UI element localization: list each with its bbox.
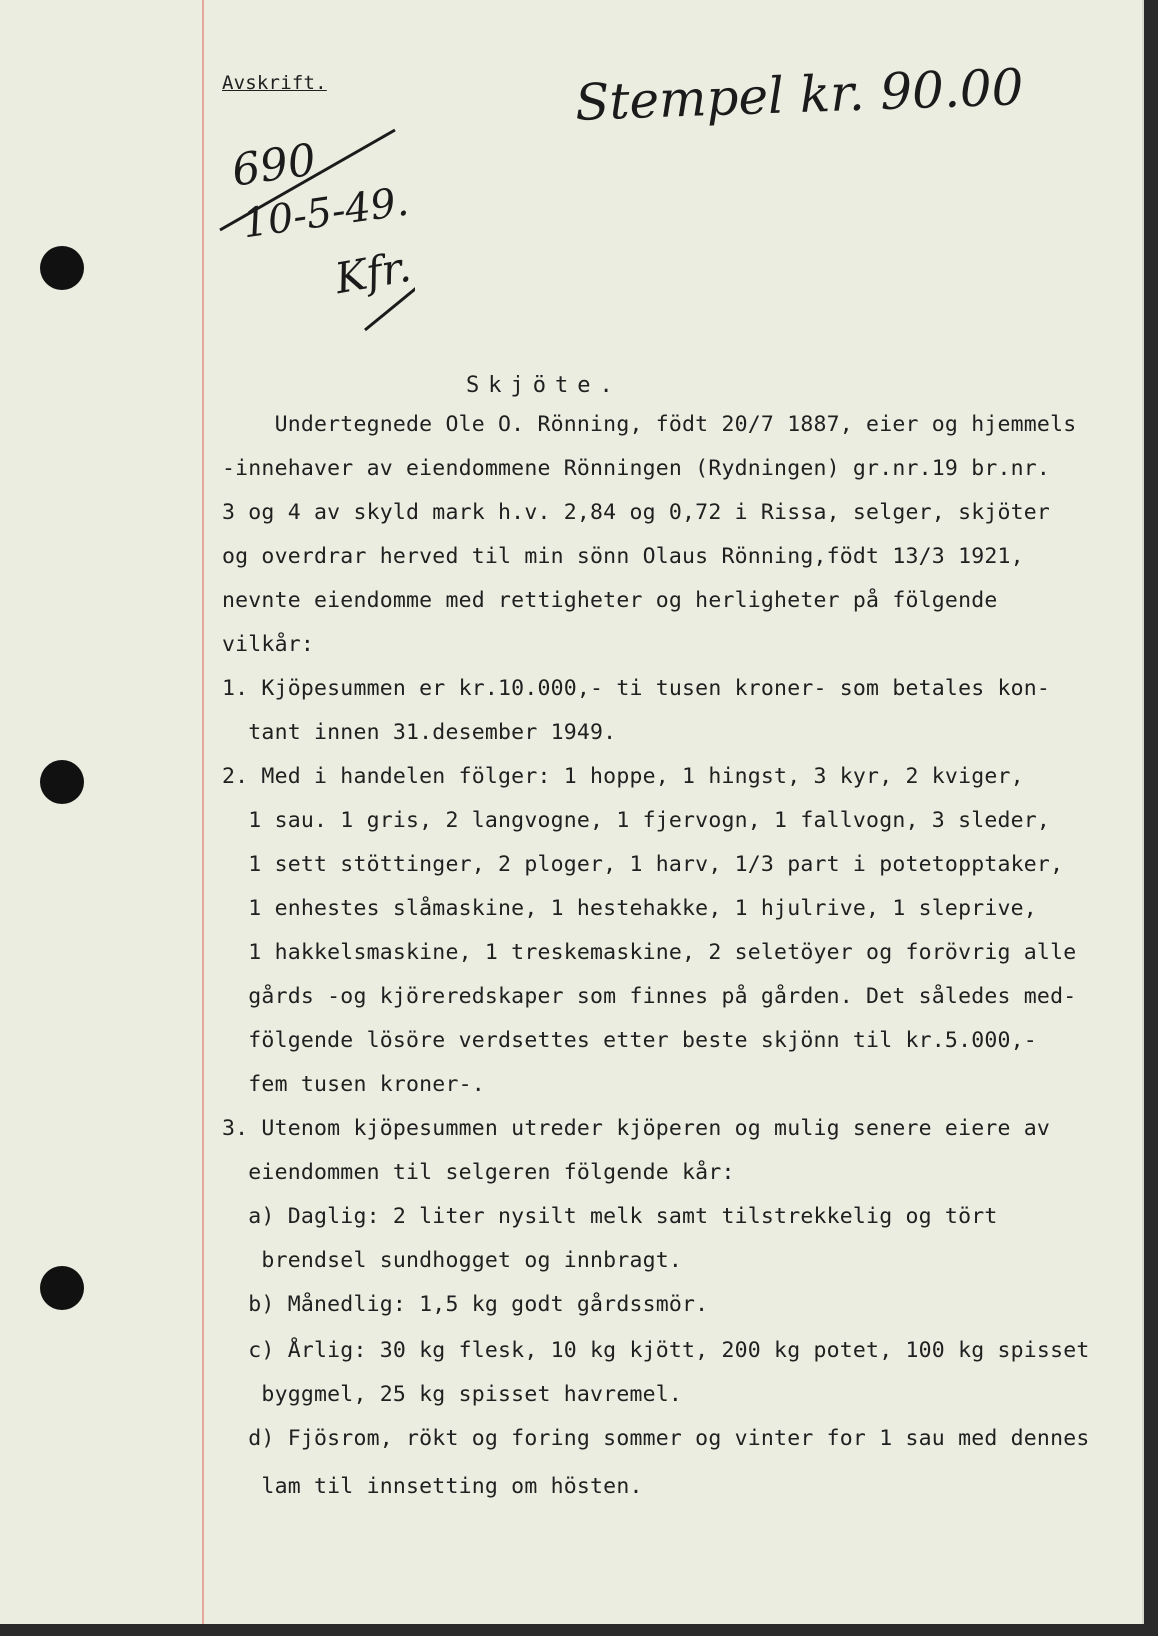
reference-date: 10-5-49. <box>239 178 412 248</box>
document-line: 3 og 4 av skyld mark h.v. 2,84 og 0,72 i Rissa, selger, skjöter <box>222 500 1051 525</box>
document-line: 1 hakkelsmaskine, 1 treskemaskine, 2 seletöyer og forövrig alle <box>222 940 1077 965</box>
document-line: vilkår: <box>222 632 315 657</box>
avskrift-label: Avskrift. <box>222 72 327 94</box>
document-line: b) Månedlig: 1,5 kg godt gårdssmör. <box>222 1292 709 1317</box>
document-line: d) Fjösrom, rökt og foring sommer og vinter for 1 sau med dennes <box>222 1426 1090 1451</box>
document-line: fölgende lösöre verdsettes etter beste skjönn til kr.5.000,- <box>222 1028 1037 1053</box>
document-line: gårds -og kjöreredskaper som finnes på gården. Det således med- <box>222 984 1077 1009</box>
reference-number: 690 <box>228 134 320 197</box>
document-line: 1. Kjöpesummen er kr.10.000,- ti tusen kroner- som betales kon- <box>222 676 1051 701</box>
punch-hole <box>40 760 84 804</box>
document-line: og overdrar herved til min sönn Olaus Rönning,födt 13/3 1921, <box>222 544 1024 569</box>
document-line: -innehaver av eiendommene Rönningen (Rydningen) gr.nr.19 br.nr. <box>222 456 1051 481</box>
document-line: byggmel, 25 kg spisset havremel. <box>222 1382 683 1407</box>
document-line: eiendommen til selgeren fölgende kår: <box>222 1160 735 1185</box>
stamp-note: Stempel kr. 90.00 <box>574 58 1025 132</box>
document-line: 2. Med i handelen fölger: 1 hoppe, 1 hingst, 3 kyr, 2 kviger, <box>222 764 1024 789</box>
reference-initials: Kfr. <box>331 241 415 304</box>
document-title: Skjöte. <box>466 373 622 398</box>
document-line: 1 sau. 1 gris, 2 langvogne, 1 fjervogn, 1 fallvogn, 3 sleder, <box>222 808 1051 833</box>
document-line: Undertegnede Ole O. Rönning, födt 20/7 1887, eier og hjemmels <box>222 412 1077 437</box>
margin-line <box>202 0 204 1624</box>
document-line: tant innen 31.desember 1949. <box>222 720 617 745</box>
document-line: 1 enhestes slåmaskine, 1 hestehakke, 1 hjulrive, 1 sleprive, <box>222 896 1037 921</box>
document-line: a) Daglig: 2 liter nysilt melk samt tilstrekkelig og tört <box>222 1204 998 1229</box>
punch-hole <box>40 1266 84 1310</box>
document-line: nevnte eiendomme med rettigheter og herligheter på fölgende <box>222 588 998 613</box>
document-line: 3. Utenom kjöpesummen utreder kjöperen og mulig senere eiere av <box>222 1116 1051 1141</box>
document-line: c) Årlig: 30 kg flesk, 10 kg kjött, 200 kg potet, 100 kg spisset <box>222 1338 1090 1363</box>
document-line: lam til innsetting om hösten. <box>222 1474 643 1499</box>
document-line: fem tusen kroner-. <box>222 1072 485 1097</box>
punch-hole <box>40 246 84 290</box>
document-line: brendsel sundhogget og innbragt. <box>222 1248 683 1273</box>
document-line: 1 sett stöttinger, 2 ploger, 1 harv, 1/3 part i potetopptaker, <box>222 852 1064 877</box>
